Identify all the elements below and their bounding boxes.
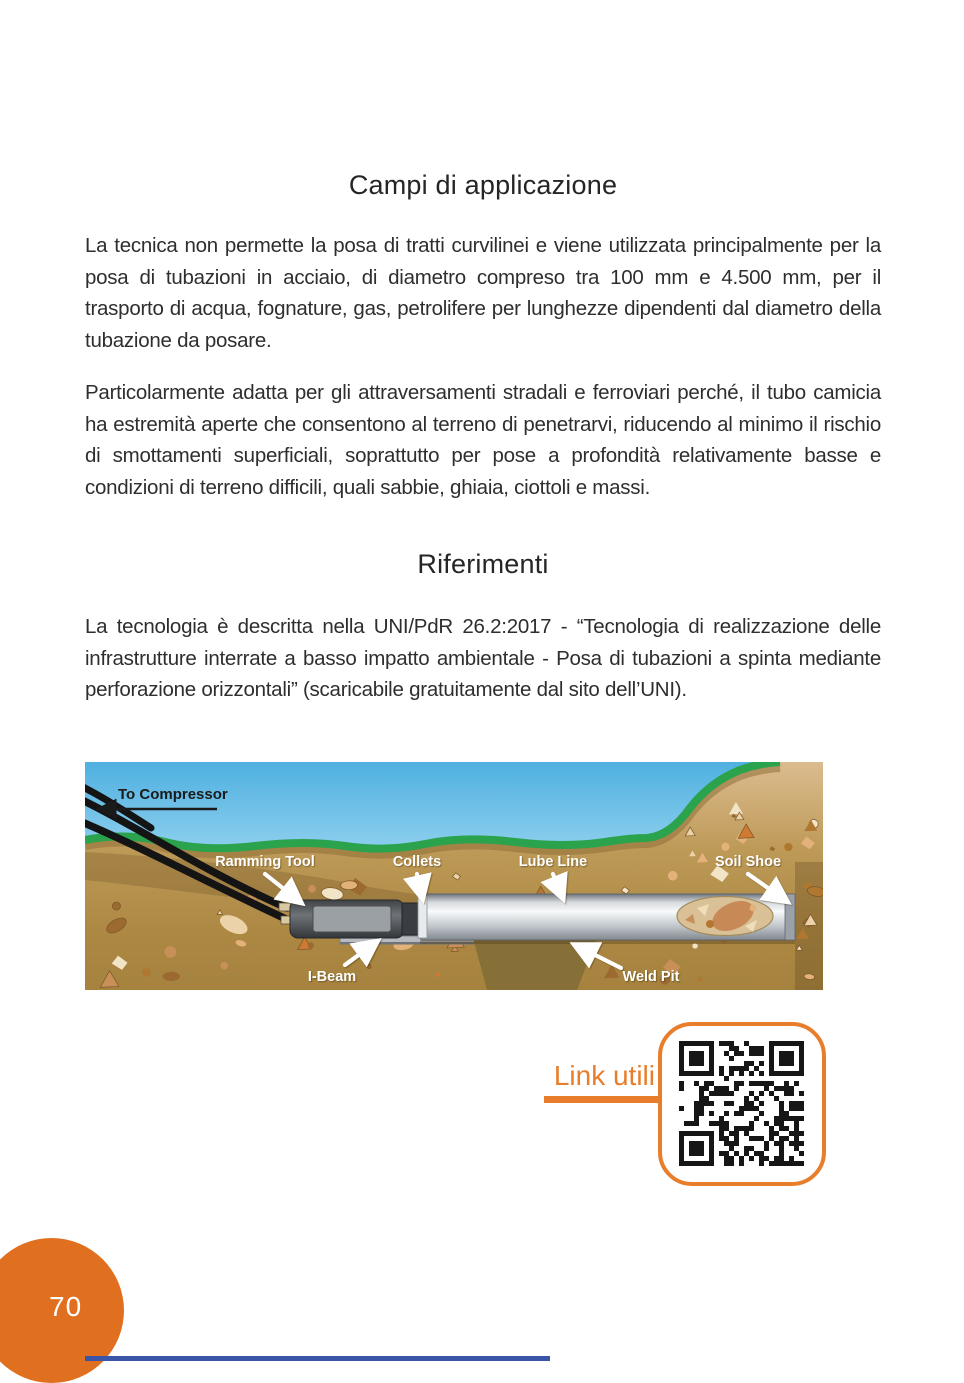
qr-code-frame — [658, 1022, 826, 1186]
i-beam-label: I-Beam — [307, 969, 357, 985]
paragraph-application-2: Particolarmente adatta per gli attraversamenti stradali e ferroviari perché, il tubo camicia ha estremità aperte che consentono al terreno di penetrarvi, riducendo al minimo il rischio di smottamenti superficiali, soprattutto per pose a profondità relativamente basse e condizioni di terreno difficili, quali sabbie, ghiaia, ciottoli e massi. — [85, 381, 881, 499]
lube-line-label: Lube Line — [518, 854, 588, 870]
collets-label: Collets — [392, 854, 442, 870]
ramming-tool — [290, 900, 422, 938]
tool-panel — [313, 906, 391, 932]
useful-links-label: Link utili — [553, 1060, 655, 1091]
pipe-shadow — [420, 940, 795, 944]
casing-pipe — [418, 894, 795, 944]
pipe-ramming-figure — [85, 762, 823, 990]
qr-code — [679, 1041, 804, 1166]
useful-links-underline — [544, 1096, 676, 1103]
soil-shoe-label: Soil Shoe — [714, 854, 782, 870]
pipe-ramming-illustration — [85, 762, 823, 990]
page-number: 70 — [49, 1291, 83, 1322]
footer-rule — [85, 1356, 550, 1361]
to-compressor-label: To Compressor — [118, 786, 228, 803]
paragraph-references: La tecnologia è descritta nella UNI/PdR 26.2:2017 - “Tecnologia di realizzazione delle infrastrutture interrate a basso impatto ambientale - Posa di tubazioni a spinta mediante perforazione orizzontali” (scaricabile gratuitamente dal sito dell’UNI). — [85, 615, 881, 702]
paragraph-application-1: La tecnica non permette la posa di tratti curvilinei e viene utilizzata principalmente per la posa di tubazioni in acciaio, di diametro compreso tra 100 mm e 4.500 mm, per il trasporto di acqua, fognature, gas, petrolifere per lunghezze dipendenti dal diametro della tubazione da posare. — [85, 234, 881, 352]
collets-ring — [418, 896, 427, 938]
ramming-tool-label: Ramming Tool — [215, 854, 315, 870]
references-heading: Riferimenti — [417, 549, 549, 579]
weld-pit-label: Weld Pit — [622, 969, 680, 985]
page-title: Campi di applicazione — [348, 170, 618, 200]
